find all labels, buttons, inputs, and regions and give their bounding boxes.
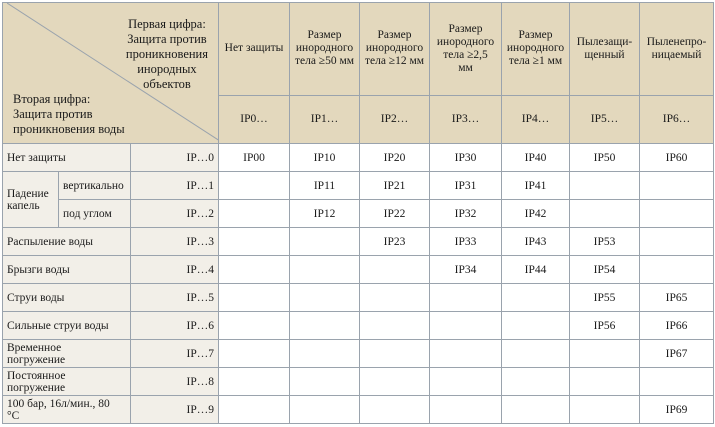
- ip-cell: IP40: [502, 144, 570, 172]
- row-label: Брызги воды: [3, 256, 131, 284]
- ip-cell: [502, 340, 570, 368]
- ip-cell: [502, 284, 570, 312]
- ip-cell: [360, 284, 430, 312]
- ip-cell: IP41: [502, 172, 570, 200]
- ip-cell: [640, 172, 714, 200]
- ip-cell: [640, 200, 714, 228]
- ip-cell: [430, 396, 502, 424]
- ip-cell: IP60: [640, 144, 714, 172]
- ip-cell: IP33: [430, 228, 502, 256]
- ip-cell: [219, 312, 290, 340]
- ip-rating-table: [2, 2, 714, 424]
- ip-cell: [570, 340, 640, 368]
- second-digit-caption: Вторая цифра: Защита против проникновения воды: [13, 92, 125, 136]
- ip-cell: [640, 228, 714, 256]
- ip-cell: [430, 368, 502, 396]
- ip-cell: [290, 312, 360, 340]
- column-header-name: Пылезащи- щенный: [570, 3, 640, 96]
- ip-cell: [360, 256, 430, 284]
- ip-cell: [502, 368, 570, 396]
- row-code: IP…8: [131, 368, 219, 396]
- ip-cell: [290, 256, 360, 284]
- row-code: IP…6: [131, 312, 219, 340]
- ip-cell: IP30: [430, 144, 502, 172]
- row-code: IP…0: [131, 144, 219, 172]
- table-row: [3, 368, 714, 396]
- ip-cell: IP20: [360, 144, 430, 172]
- row-code: IP…1: [131, 172, 219, 200]
- ip-cell: [360, 396, 430, 424]
- ip-cell: IP12: [290, 200, 360, 228]
- ip-cell: [430, 340, 502, 368]
- row-label: Струи воды: [3, 284, 131, 312]
- ip-cell: [570, 368, 640, 396]
- ip-cell: IP53: [570, 228, 640, 256]
- first-digit-caption: Первая цифра: Защита против проникновения инородных объектов: [125, 17, 208, 91]
- ip-cell: IP00: [219, 144, 290, 172]
- ip-cell: [290, 284, 360, 312]
- row-label: Распыление воды: [3, 228, 131, 256]
- row-label: Нет защиты: [3, 144, 131, 172]
- ip-cell: IP54: [570, 256, 640, 284]
- ip-cell: [290, 340, 360, 368]
- column-header-code: IP0…: [219, 95, 290, 143]
- ip-cell: [570, 172, 640, 200]
- row-code: IP…7: [131, 340, 219, 368]
- row-label: 100 бар, 16л/мин., 80 °C: [3, 396, 131, 424]
- ip-cell: [219, 368, 290, 396]
- row-code: IP…4: [131, 256, 219, 284]
- column-header-name: Размер инородного тела ≥2,5 мм: [430, 3, 502, 96]
- row-code: IP…5: [131, 284, 219, 312]
- row-code: IP…9: [131, 396, 219, 424]
- ip-cell: IP56: [570, 312, 640, 340]
- table-row: [3, 172, 714, 200]
- row-label: под углом: [59, 200, 131, 228]
- ip-cell: [360, 368, 430, 396]
- column-header-code: IP3…: [430, 95, 502, 143]
- ip-cell: [502, 312, 570, 340]
- ip-cell: IP67: [640, 340, 714, 368]
- ip-cell: IP32: [430, 200, 502, 228]
- row-label: вертикально: [59, 172, 131, 200]
- ip-cell: [219, 200, 290, 228]
- row-code: IP…3: [131, 228, 219, 256]
- ip-cell: IP55: [570, 284, 640, 312]
- ip-cell: IP50: [570, 144, 640, 172]
- ip-cell: [219, 340, 290, 368]
- column-header-name: Пыленепро- ницаемый: [640, 3, 714, 96]
- ip-cell: IP31: [430, 172, 502, 200]
- column-header-code: IP5…: [570, 95, 640, 143]
- table-row: [3, 256, 714, 284]
- ip-cell: IP11: [290, 172, 360, 200]
- table-row: [3, 228, 714, 256]
- ip-cell: IP69: [640, 396, 714, 424]
- table-row: [3, 200, 714, 228]
- table-row: [3, 284, 714, 312]
- row-group-label: Падение капель: [3, 172, 59, 228]
- table-row: [3, 312, 714, 340]
- ip-cell: IP10: [290, 144, 360, 172]
- table-row: [3, 396, 714, 424]
- column-header-name: Нет защиты: [219, 3, 290, 96]
- column-header-code: IP4…: [502, 95, 570, 143]
- ip-cell: IP44: [502, 256, 570, 284]
- row-code: IP…2: [131, 200, 219, 228]
- column-header-name: Размер инородного тела ≥50 мм: [290, 3, 360, 96]
- ip-cell: [502, 396, 570, 424]
- table-row: [3, 340, 714, 368]
- ip-cell: [360, 312, 430, 340]
- ip-cell: [219, 256, 290, 284]
- ip-cell: [360, 340, 430, 368]
- ip-cell: [290, 368, 360, 396]
- column-header-code: IP1…: [290, 95, 360, 143]
- ip-cell: [570, 200, 640, 228]
- column-header-name: Размер инородного тела ≥1 мм: [502, 3, 570, 96]
- ip-cell: IP34: [430, 256, 502, 284]
- ip-cell: IP42: [502, 200, 570, 228]
- ip-cell: IP22: [360, 200, 430, 228]
- ip-cell: [570, 396, 640, 424]
- column-header-name: Размер инородного тела ≥12 мм: [360, 3, 430, 96]
- ip-cell: [290, 228, 360, 256]
- ip-cell: [219, 284, 290, 312]
- ip-cell: [640, 368, 714, 396]
- ip-cell: IP43: [502, 228, 570, 256]
- ip-cell: [219, 228, 290, 256]
- row-label: Временное погружение: [3, 340, 131, 368]
- ip-cell: [219, 396, 290, 424]
- ip-cell: [640, 256, 714, 284]
- ip-cell: [430, 284, 502, 312]
- ip-cell: [290, 396, 360, 424]
- ip-cell: IP23: [360, 228, 430, 256]
- column-header-code: IP6…: [640, 95, 714, 143]
- ip-cell: [219, 172, 290, 200]
- ip-cell: [430, 312, 502, 340]
- row-label: Сильные струи воды: [3, 312, 131, 340]
- ip-cell: IP21: [360, 172, 430, 200]
- row-label: Постоянное погружение: [3, 368, 131, 396]
- ip-cell: IP65: [640, 284, 714, 312]
- ip-cell: IP66: [640, 312, 714, 340]
- column-header-code: IP2…: [360, 95, 430, 143]
- table-corner-header: [3, 3, 219, 144]
- table-row: [3, 144, 714, 172]
